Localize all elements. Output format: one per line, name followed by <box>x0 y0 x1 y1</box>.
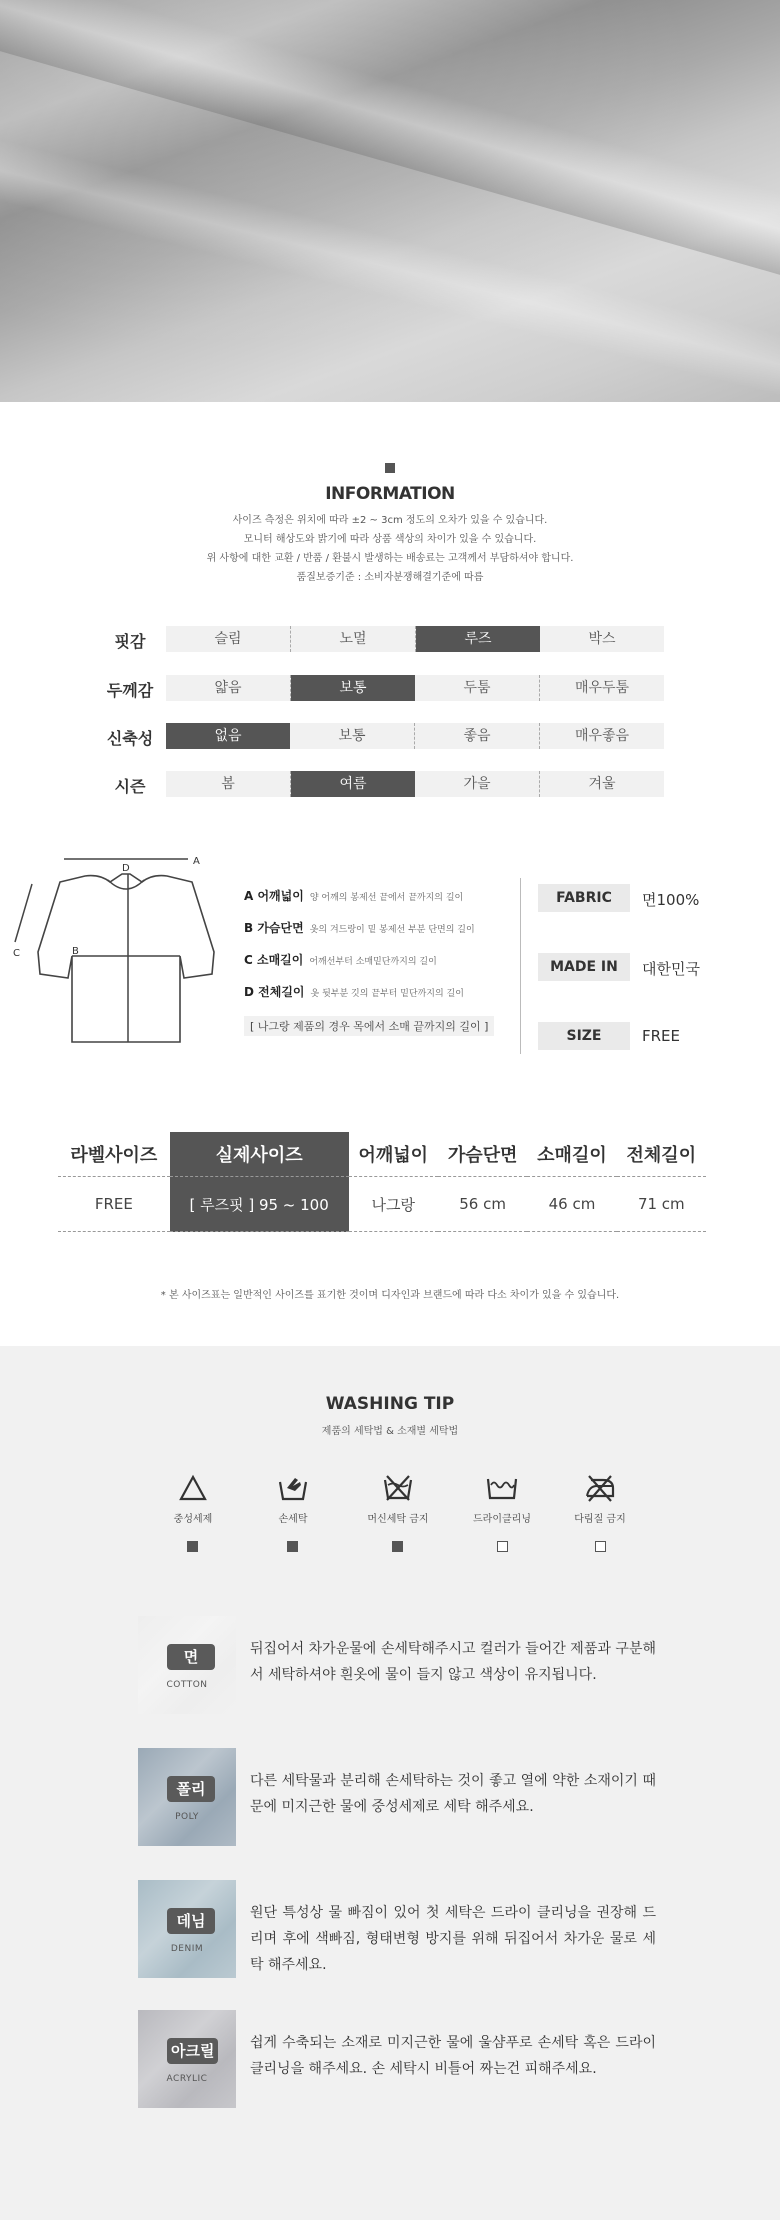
wash-label: 중성세제 <box>173 1514 213 1525</box>
attribute-options <box>166 626 664 652</box>
fabric-photo <box>0 0 780 402</box>
fabric-care-text: 쉽게 수축되는 소재로 미지근한 물에 울샴푸로 손세탁 혹은 드라이 클리닝을 해주세요. 손 세탁시 비틀어 짜는건 피해주세요. <box>250 2035 656 2077</box>
no-ironing-icon <box>583 1474 617 1502</box>
cell-sleeve: 46 cm <box>527 1177 616 1232</box>
attribute-option-selected: 없음 <box>166 723 290 749</box>
attribute-option-selected: 여름 <box>291 771 415 797</box>
fabric-swatch <box>138 1748 236 1846</box>
info-title: INFORMATION <box>325 484 455 504</box>
fabric-name-ko: 아크릴 <box>167 2038 218 2064</box>
spec-value-fabric: 면100% <box>642 891 700 909</box>
fabric-care-text: 원단 특성상 물 빠짐이 있어 첫 세탁은 드라이 클리닝을 권장해 드리며 후에 색빠짐, 형태변형 방지를 위해 뒤집어서 차가운 물로 세탁 해주세요. <box>250 1905 656 1973</box>
cell-shoulder: 나그랑 <box>349 1177 438 1232</box>
attribute-label: 시즌 <box>114 777 146 796</box>
fabric-name-en: POLY <box>175 1812 199 1822</box>
wash-checkbox <box>497 1541 508 1552</box>
measure-c: C 소매길이 어깨선부터 소매밑단까지의 길이 <box>244 953 437 967</box>
measure-d: D 전체길이 옷 뒷부분 깃의 끝부터 밑단까지의 길이 <box>244 985 464 999</box>
wash-checkbox <box>595 1541 606 1552</box>
wash-label: 다림질 금지 <box>574 1514 626 1525</box>
info-line: 위 사항에 대한 교환 / 반품 / 환불시 발생하는 배송료는 고객께서 부담하셔야 합니다. <box>206 553 574 564</box>
attribute-option: 슬림 <box>166 626 291 652</box>
info-line: 품질보증기준 : 소비자분쟁해결기준에 따름 <box>296 572 484 583</box>
no-machine-wash-icon <box>383 1474 413 1502</box>
spec-label-fabric: FABRIC <box>538 884 630 912</box>
spec-label-made-in: MADE IN <box>538 953 630 981</box>
fabric-name-ko: 폴리 <box>167 1776 215 1802</box>
col-actual-size: 실제사이즈 <box>170 1132 349 1177</box>
measure-a: A 어깨넓이 양 어깨의 봉제선 끝에서 끝까지의 길이 <box>244 889 464 903</box>
section-marker <box>385 463 395 473</box>
cell-length: 71 cm <box>617 1177 706 1232</box>
attribute-option: 매우두툼 <box>540 675 664 701</box>
attribute-option: 봄 <box>166 771 291 797</box>
wash-icon-item <box>540 1474 660 1525</box>
spec-value-size: FREE <box>642 1027 681 1045</box>
cell-chest: 56 cm <box>438 1177 527 1232</box>
washing-subtitle: 제품의 세탁법 & 소재별 세탁법 <box>321 1426 459 1437</box>
diagram-letter: D <box>122 863 130 874</box>
attribute-options <box>166 771 664 797</box>
attribute-option: 매우좋음 <box>540 723 664 749</box>
attribute-option: 좋음 <box>415 723 540 749</box>
washing-section <box>0 1346 780 2220</box>
attribute-option: 얇음 <box>166 675 291 701</box>
wash-icon-item <box>338 1474 458 1525</box>
size-note: * 본 사이즈표는 일반적인 사이즈를 표기한 것이며 디자인과 브랜드에 따라 다소 차이가 있을 수 있습니다. <box>160 1290 620 1301</box>
wash-icon-item <box>233 1474 353 1525</box>
info-notes <box>0 511 780 587</box>
attribute-option: 겨울 <box>540 771 664 797</box>
wash-label: 드라이클리닝 <box>473 1514 531 1525</box>
diagram-letter: A <box>193 856 200 867</box>
info-line: 모니터 해상도와 밝기에 따라 상품 색상의 차이가 있을 수 있습니다. <box>243 534 537 545</box>
spec-value-made-in: 대한민국 <box>642 960 700 978</box>
wash-checkbox <box>287 1541 298 1552</box>
washing-title: WASHING TIP <box>325 1394 455 1414</box>
hand-wash-icon <box>278 1474 308 1502</box>
col-chest: 가슴단면 <box>438 1132 527 1177</box>
fabric-care-text: 다른 세탁물과 분리해 손세탁하는 것이 좋고 열에 약한 소재이기 때문에 미지근한 물에 중성세제로 세탁 해주세요. <box>250 1773 656 1815</box>
wash-checkbox <box>187 1541 198 1552</box>
divider <box>520 878 521 1054</box>
table-row <box>58 1177 706 1232</box>
dry-clean-icon <box>486 1474 518 1502</box>
wash-checkbox <box>392 1541 403 1552</box>
col-sleeve: 소매길이 <box>527 1132 616 1177</box>
fabric-name-en: ACRYLIC <box>166 2074 208 2084</box>
size-table <box>58 1132 706 1232</box>
diagram-letter: C <box>13 948 20 959</box>
col-label-size: 라벨사이즈 <box>58 1132 170 1177</box>
raglan-note: [ 나그랑 제품의 경우 목에서 소매 끝까지의 길이 ] <box>244 1016 494 1036</box>
attribute-option: 노멀 <box>291 626 416 652</box>
spec-label-size: SIZE <box>538 1022 630 1050</box>
info-line: 사이즈 측정은 위치에 따라 ±2 ~ 3cm 정도의 오차가 있을 수 있습니다. <box>232 515 548 526</box>
attribute-options <box>166 723 664 749</box>
wash-label: 머신세탁 금지 <box>367 1514 429 1525</box>
wash-label: 손세탁 <box>278 1514 308 1525</box>
attribute-label: 핏감 <box>114 632 146 651</box>
fabric-swatch <box>138 2010 236 2108</box>
measure-b: B 가슴단면 옷의 겨드랑이 밑 봉제선 부분 단면의 길이 <box>244 921 475 935</box>
attribute-label: 두께감 <box>106 681 154 700</box>
attribute-option: 가을 <box>415 771 540 797</box>
fabric-swatch <box>138 1616 236 1714</box>
attribute-option: 보통 <box>290 723 415 749</box>
fabric-name-en: COTTON <box>166 1680 208 1690</box>
attribute-option-selected: 보통 <box>291 675 415 701</box>
fabric-name-ko: 데님 <box>167 1908 215 1934</box>
cell-actual-size: [ 루즈핏 ] 95 ~ 100 <box>170 1177 349 1232</box>
fabric-swatch <box>138 1880 236 1978</box>
col-shoulder: 어깨넓이 <box>349 1132 438 1177</box>
fabric-care-text: 뒤집어서 차가운물에 손세탁해주시고 컬러가 들어간 제품과 구분해서 세탁하셔야 흰옷에 물이 들지 않고 색상이 유지됩니다. <box>250 1641 656 1683</box>
size-table-header <box>58 1132 706 1177</box>
attribute-label: 신축성 <box>106 729 154 748</box>
fabric-name-ko: 면 <box>167 1644 215 1670</box>
fabric-name-en: DENIM <box>170 1944 204 1954</box>
tshirt-diagram-icon <box>10 852 240 1072</box>
cell-label-size: FREE <box>58 1177 170 1232</box>
attribute-option-selected: 루즈 <box>416 626 540 652</box>
col-length: 전체길이 <box>617 1132 706 1177</box>
diagram-letter: B <box>72 946 79 957</box>
neutral-detergent-icon <box>179 1474 207 1502</box>
attribute-option: 두툼 <box>415 675 540 701</box>
attribute-options <box>166 675 664 701</box>
attribute-option: 박스 <box>540 626 664 652</box>
